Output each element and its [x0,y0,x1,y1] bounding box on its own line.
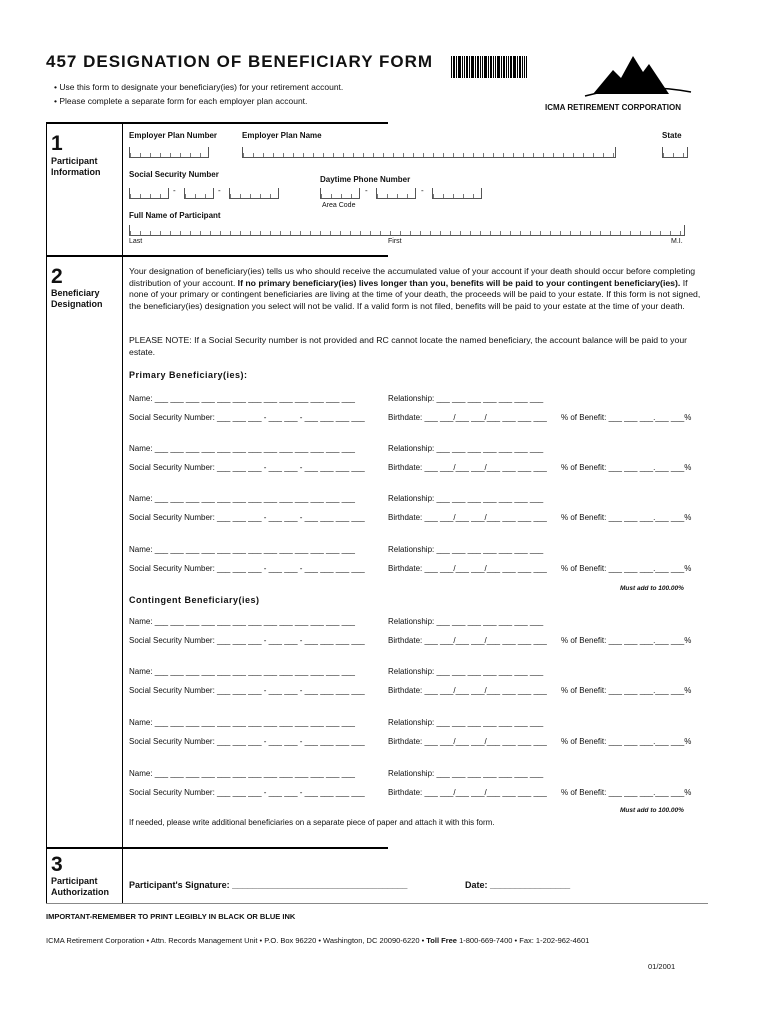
section-divider [46,255,388,257]
address-text: ICMA Retirement Corporation • Attn. Records Management Unit • P.O. Box 96220 • Washington, DC 20090-6220 • [46,936,427,945]
dash: - [173,186,176,195]
ssn-field-part1[interactable] [129,188,169,199]
important-note: IMPORTANT-REMEMBER TO PRINT LEGIBLY IN BLACK OR BLUE INK [46,912,296,921]
phone-label: Daytime Phone Number [320,175,411,184]
first-name-caption: First [388,238,402,245]
primary-beneficiaries-heading: Primary Beneficiary(ies): [129,370,248,380]
ssn-field-part3[interactable] [229,188,279,199]
employer-plan-name-label: Employer Plan Name [242,131,322,140]
phone-numbers: 1-800-669-7400 • Fax: 1-202-962-4601 [456,936,590,945]
explanation-bold-text: If no primary beneficiary(ies) lives longer than you, benefits will be paid to your contingent beneficiary(ies). [237,277,681,288]
employer-plan-number-label: Employer Plan Number [129,131,218,140]
date-field[interactable]: Date: ________________ [465,880,571,890]
section-label-line: Participant [51,876,98,886]
explanation-text: Your designation of beneficiary(ies) tells us who should receive the accumulated value of your account if your death should occur before completing distribution of your account. [129,266,696,288]
toll-free-label: Toll Free [426,936,457,945]
primary-beneficiary-ssn-field[interactable]: Social Security Number: ___ ___ ___ - ___ ___ - ___ ___ ___ ___ [129,564,365,573]
section-label-line: Beneficiary [51,288,100,298]
additional-beneficiaries-note: If needed, please write additional beneficiaries on a separate piece of paper and attach it with this form. [129,818,495,827]
primary-beneficiary-relationship-field[interactable]: Relationship: ___ ___ ___ ___ ___ ___ ___ [388,494,544,503]
footer-divider [46,903,708,904]
dash: - [365,186,368,195]
primary-beneficiary-benefit-percent-field[interactable]: % of Benefit: ___ ___ ___.___ ___% [561,513,692,522]
area-code-field[interactable] [320,188,360,199]
section-number: 3 [51,853,63,876]
section-label-line: Information [51,167,101,177]
section-separator [122,255,123,847]
full-name-field[interactable] [129,225,685,236]
primary-beneficiary-ssn-field[interactable]: Social Security Number: ___ ___ ___ - ___ ___ - ___ ___ ___ ___ [129,413,365,422]
section-label [51,876,109,898]
contingent-beneficiary-birthdate-field[interactable]: Birthdate: ___ ___/___ ___/___ ___ ___ ___ [388,788,547,797]
area-code-caption: Area Code [322,202,356,209]
contingent-beneficiary-benefit-percent-field[interactable]: % of Benefit: ___ ___ ___.___ ___% [561,686,692,695]
primary-beneficiary-birthdate-field[interactable]: Birthdate: ___ ___/___ ___/___ ___ ___ ___ [388,463,547,472]
form-revision: 01/2001 [648,962,676,971]
signature-field[interactable]: Participant's Signature: ___________________________________ [129,880,408,890]
full-name-label: Full Name of Participant [129,211,221,220]
primary-beneficiary-relationship-field[interactable]: Relationship: ___ ___ ___ ___ ___ ___ ___ [388,394,544,403]
section-separator [122,847,123,903]
section-number: 1 [51,132,63,155]
contingent-beneficiary-relationship-field[interactable]: Relationship: ___ ___ ___ ___ ___ ___ ___ [388,769,544,778]
employer-plan-number-field[interactable] [129,147,209,158]
phone-line-field[interactable] [432,188,482,199]
state-field[interactable] [662,147,688,158]
primary-beneficiary-birthdate-field[interactable]: Birthdate: ___ ___/___ ___/___ ___ ___ ___ [388,413,547,422]
contingent-beneficiary-ssn-field[interactable]: Social Security Number: ___ ___ ___ - ___ ___ - ___ ___ ___ ___ [129,686,365,695]
section-number: 2 [51,265,63,288]
contingent-beneficiary-benefit-percent-field[interactable]: % of Benefit: ___ ___ ___.___ ___% [561,737,692,746]
primary-beneficiary-benefit-percent-field[interactable]: % of Benefit: ___ ___ ___.___ ___% [561,564,692,573]
contingent-beneficiary-relationship-field[interactable]: Relationship: ___ ___ ___ ___ ___ ___ ___ [388,617,544,626]
middle-initial-caption: M.I. [671,238,683,245]
please-note: PLEASE NOTE: If a Social Security number is not provided and RC cannot locate the named beneficiary, the account balance will be paid to your estate. [129,335,688,357]
section-divider [46,847,388,849]
contingent-beneficiary-relationship-field[interactable]: Relationship: ___ ___ ___ ___ ___ ___ ___ [388,667,544,676]
contingent-beneficiary-benefit-percent-field[interactable]: % of Benefit: ___ ___ ___.___ ___% [561,788,692,797]
instruction-bullet: • Use this form to designate your beneficiary(ies) for your retirement account. [54,82,344,92]
section-left-border [46,255,47,847]
primary-beneficiary-birthdate-field[interactable]: Birthdate: ___ ___/___ ___/___ ___ ___ ___ [388,564,547,573]
contingent-beneficiary-birthdate-field[interactable]: Birthdate: ___ ___/___ ___/___ ___ ___ ___ [388,737,547,746]
contingent-beneficiary-relationship-field[interactable]: Relationship: ___ ___ ___ ___ ___ ___ ___ [388,718,544,727]
mailing-address [46,936,589,945]
contingent-beneficiary-benefit-percent-field[interactable]: % of Benefit: ___ ___ ___.___ ___% [561,636,692,645]
primary-beneficiary-name-field[interactable]: Name: ___ ___ ___ ___ ___ ___ ___ ___ ___ ___ ___ ___ ___ [129,394,355,403]
contingent-beneficiary-ssn-field[interactable]: Social Security Number: ___ ___ ___ - ___ ___ - ___ ___ ___ ___ [129,737,365,746]
contingent-beneficiary-birthdate-field[interactable]: Birthdate: ___ ___/___ ___/___ ___ ___ ___ [388,686,547,695]
primary-beneficiary-birthdate-field[interactable]: Birthdate: ___ ___/___ ___/___ ___ ___ ___ [388,513,547,522]
primary-beneficiary-relationship-field[interactable]: Relationship: ___ ___ ___ ___ ___ ___ ___ [388,444,544,453]
contingent-beneficiary-name-field[interactable]: Name: ___ ___ ___ ___ ___ ___ ___ ___ ___ ___ ___ ___ ___ [129,617,355,626]
contingent-beneficiary-name-field[interactable]: Name: ___ ___ ___ ___ ___ ___ ___ ___ ___ ___ ___ ___ ___ [129,769,355,778]
last-name-caption: Last [129,238,143,245]
section-label-line: Authorization [51,887,109,897]
icma-mountain-logo [583,52,693,102]
section-divider [46,122,388,124]
explanation-text: If none of your primary or contingent beneficiaries are living at the time of your death, the proceeds will be paid to your estate. If this form is not signed, the beneficiary(ies) designation you select will not be valid. If a valid form is not filed, benefits will be paid to your estate at the time of your death. [129,277,701,311]
instruction-bullet: • Please complete a separate form for each employer plan account. [54,96,308,106]
employer-plan-name-field[interactable] [242,147,616,158]
contingent-beneficiary-ssn-field[interactable]: Social Security Number: ___ ___ ___ - ___ ___ - ___ ___ ___ ___ [129,636,365,645]
form-title: 457 DESIGNATION OF BENEFICIARY FORM [46,52,434,71]
beneficiary-explanation [129,266,701,312]
section-label-line: Participant [51,156,98,166]
contingent-beneficiary-name-field[interactable]: Name: ___ ___ ___ ___ ___ ___ ___ ___ ___ ___ ___ ___ ___ [129,667,355,676]
state-label: State [662,131,682,140]
primary-beneficiary-relationship-field[interactable]: Relationship: ___ ___ ___ ___ ___ ___ ___ [388,545,544,554]
phone-prefix-field[interactable] [376,188,416,199]
primary-beneficiary-name-field[interactable]: Name: ___ ___ ___ ___ ___ ___ ___ ___ ___ ___ ___ ___ ___ [129,444,355,453]
must-add-note: Must add to 100.00% [620,807,684,814]
primary-beneficiary-name-field[interactable]: Name: ___ ___ ___ ___ ___ ___ ___ ___ ___ ___ ___ ___ ___ [129,494,355,503]
ssn-label: Social Security Number [129,170,219,179]
contingent-beneficiaries-heading: Contingent Beneficiary(ies) [129,595,260,605]
section-label [51,156,101,178]
ssn-field-part2[interactable] [184,188,214,199]
dash: - [421,186,424,195]
section-left-border [46,847,47,903]
section-left-border [46,122,47,255]
primary-beneficiary-name-field[interactable]: Name: ___ ___ ___ ___ ___ ___ ___ ___ ___ ___ ___ ___ ___ [129,545,355,554]
section-label [51,288,103,310]
barcode [451,56,527,78]
primary-beneficiary-benefit-percent-field[interactable]: % of Benefit: ___ ___ ___.___ ___% [561,463,692,472]
corporation-name: ICMA RETIREMENT CORPORATION [545,103,681,112]
primary-beneficiary-ssn-field[interactable]: Social Security Number: ___ ___ ___ - ___ ___ - ___ ___ ___ ___ [129,463,365,472]
contingent-beneficiary-ssn-field[interactable]: Social Security Number: ___ ___ ___ - ___ ___ - ___ ___ ___ ___ [129,788,365,797]
section-separator [122,122,123,255]
dash: - [218,186,221,195]
contingent-beneficiary-birthdate-field[interactable]: Birthdate: ___ ___/___ ___/___ ___ ___ ___ [388,636,547,645]
must-add-note: Must add to 100.00% [620,585,684,592]
primary-beneficiary-ssn-field[interactable]: Social Security Number: ___ ___ ___ - ___ ___ - ___ ___ ___ ___ [129,513,365,522]
section-label-line: Designation [51,299,103,309]
primary-beneficiary-benefit-percent-field[interactable]: % of Benefit: ___ ___ ___.___ ___% [561,413,692,422]
contingent-beneficiary-name-field[interactable]: Name: ___ ___ ___ ___ ___ ___ ___ ___ ___ ___ ___ ___ ___ [129,718,355,727]
